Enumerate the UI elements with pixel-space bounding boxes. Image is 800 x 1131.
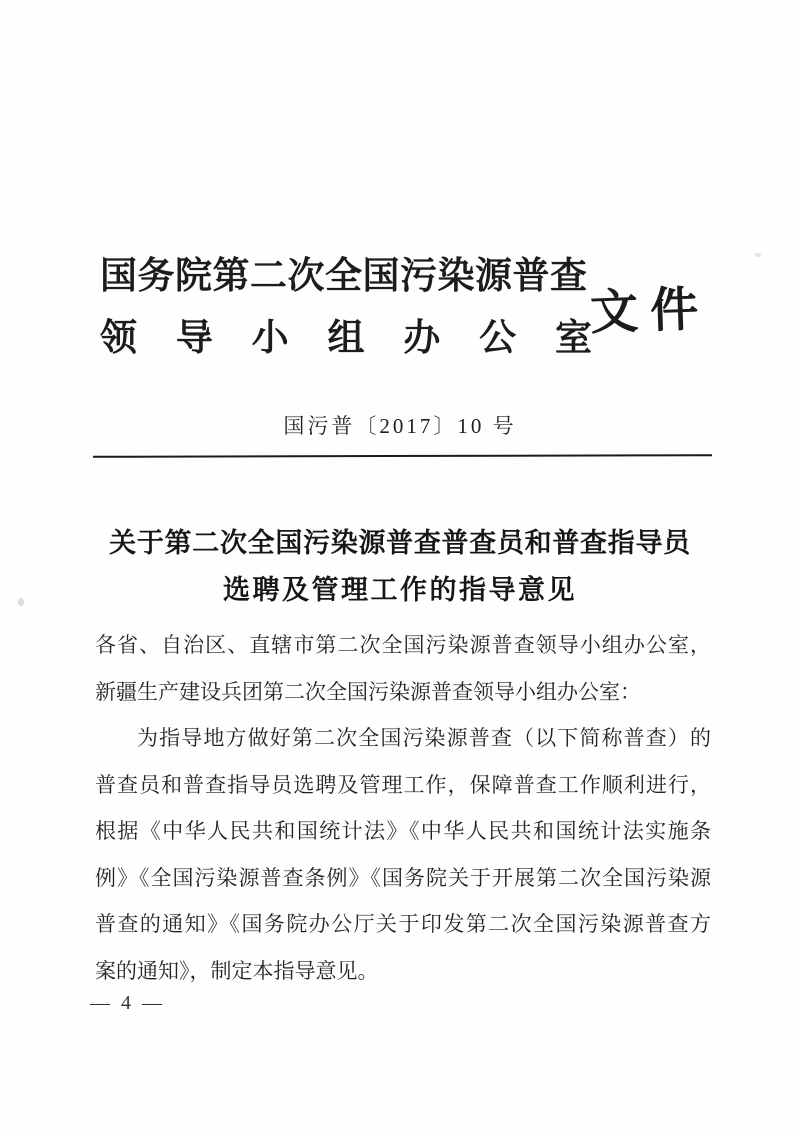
- page-number: — 4 —: [90, 992, 165, 1014]
- body-line: 各省、自治区、直辖市第二次全国污染源普查领导小组办公室，: [95, 633, 711, 657]
- document-number: 国污普〔2017〕10 号: [283, 414, 517, 438]
- body-line: 普查员和普查指导员选聘及管理工作，保障普查工作顺利进行，: [95, 772, 711, 797]
- letterhead-org-line1: 国务院第二次全国污染源普查: [100, 256, 588, 297]
- body-line: 例》《全国污染源普查条例》《国务院关于开展第二次全国污染源: [95, 865, 711, 890]
- document-title-line2: 选聘及管理工作的指导意见: [223, 575, 577, 605]
- body-line: 根据《中华人民共和国统计法》《中华人民共和国统计法实施条: [95, 819, 711, 843]
- letterhead-org-name: [100, 246, 592, 370]
- scan-artifact: [755, 253, 761, 257]
- scan-artifact: [18, 598, 24, 606]
- document-title: [0, 520, 800, 614]
- letterhead-org-line2: 领导小组办公室: [100, 318, 592, 359]
- document-title-line1: 关于第二次全国污染源普查普查员和普查指导员: [109, 528, 691, 558]
- body-line: 为指导地方做好第二次全国污染源普查（以下简称普查）的: [137, 726, 711, 750]
- body-line: 案的通知》，制定本指导意见。: [95, 958, 379, 983]
- letterhead-divider-rule: [93, 454, 712, 458]
- body-line: 新疆生产建设兵团第二次全国污染源普查领导小组办公室：: [95, 679, 641, 704]
- document-body: [95, 622, 711, 994]
- letterhead-doc-type: 文件: [589, 282, 712, 341]
- body-line: 普查的通知》《国务院办公厅关于印发第二次全国污染源普查方: [95, 912, 711, 936]
